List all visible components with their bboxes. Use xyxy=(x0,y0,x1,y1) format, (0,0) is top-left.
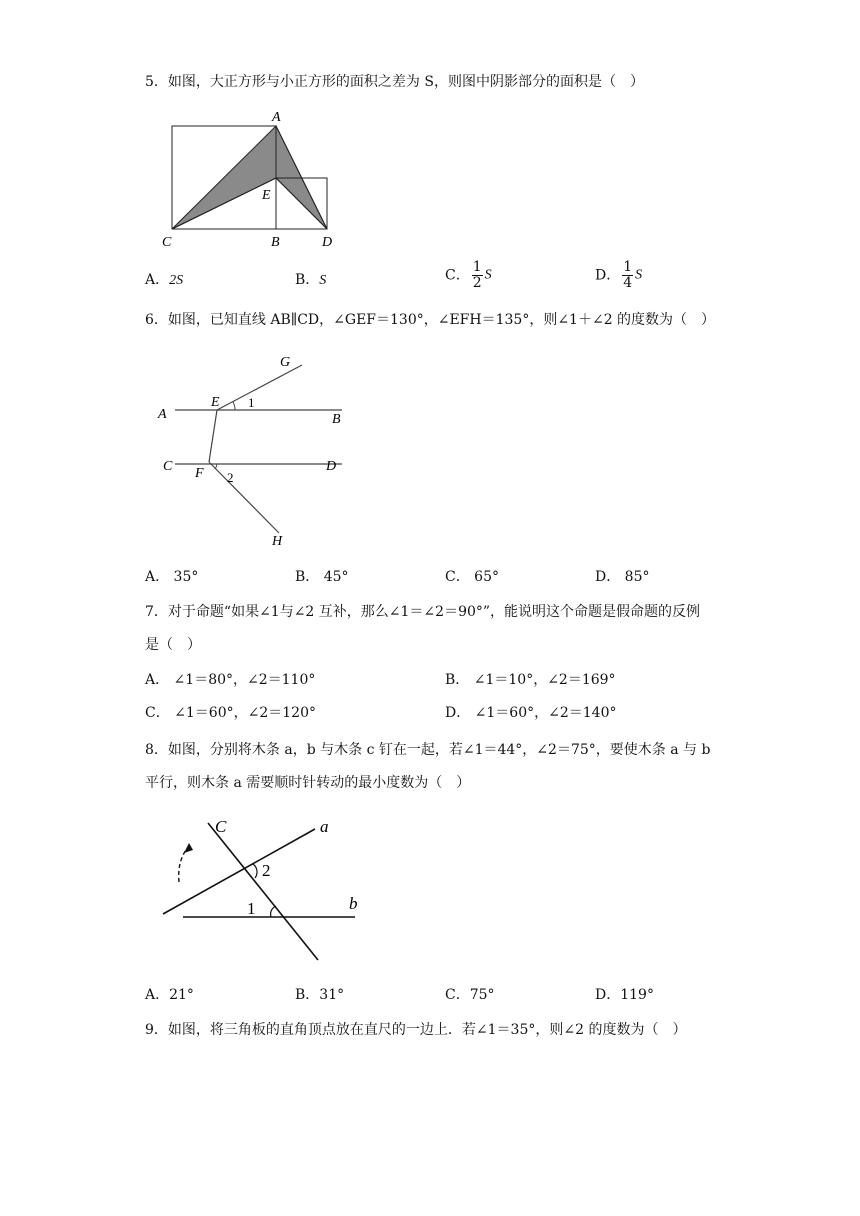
q8-text-line1: 8．如图，分别将木条 a，b 与木条 c 钉在一起，若∠1＝44°，∠2＝75°，要使木条 a 与 b xyxy=(145,742,711,758)
q6-arc-1 xyxy=(233,402,235,410)
q8-arrow-head xyxy=(184,843,193,853)
q5-label-B: B xyxy=(271,235,280,250)
q6-label-H: H xyxy=(272,534,283,549)
q6-ray-eg xyxy=(217,365,302,410)
q7-option-b: B． ∠1＝10°，∠2＝169° xyxy=(445,672,616,688)
q5-label-A: A xyxy=(272,110,281,125)
q8-option-b: B．31° xyxy=(295,987,345,1003)
q8-stick-c xyxy=(208,823,318,960)
q6-option-b: B． 45° xyxy=(295,569,349,585)
q8-label-C: C xyxy=(215,817,227,836)
q6-arc-2 xyxy=(215,464,217,469)
q9-text: 9．如图，将三角板的直角顶点放在直尺的一边上．若∠1＝35°，则∠2 的度数为（ ） xyxy=(145,1022,687,1038)
q6-label-1: 1 xyxy=(248,395,255,410)
q8-stick-a xyxy=(163,829,315,914)
q6-option-c: C． 65° xyxy=(445,569,499,585)
q6-text: 6．如图，已知直线 AB∥CD，∠GEF＝130°，∠EFH＝135°，则∠1＋∠2 的度数为（ ） xyxy=(145,312,716,328)
q6-label-A: A xyxy=(158,407,167,422)
q6-label-E: E xyxy=(211,395,220,410)
q8-option-d: D．119° xyxy=(595,987,654,1003)
q6-label-2: 2 xyxy=(227,470,234,485)
q5-option-b: B．S xyxy=(295,272,327,288)
q6-label-D: D xyxy=(326,459,337,474)
q8-option-a: A．21° xyxy=(145,987,194,1003)
q5-option-c: C． $\frac{1}{2}$ S xyxy=(445,259,492,291)
q5-option-d: D． $\frac{1}{4}$ S xyxy=(595,259,643,291)
q6-option-a: A． 35° xyxy=(145,569,199,585)
q8-option-c: C．75° xyxy=(445,987,495,1003)
q6-segment-ef xyxy=(209,410,217,462)
q8-label-a: a xyxy=(320,817,329,836)
q7-text-line2: 是（ ） xyxy=(145,637,201,653)
q6-option-d: D． 85° xyxy=(595,569,650,585)
q8-label-2: 2 xyxy=(262,861,271,880)
q5-shade-left xyxy=(172,126,276,229)
q6-label-G: G xyxy=(280,355,291,370)
q8-text-line2: 平行，则木条 a 需要顺时针转动的最小度数为（ ） xyxy=(145,775,471,791)
q6-label-F: F xyxy=(195,466,204,481)
q5-label-C: C xyxy=(162,235,172,250)
q5-option-a: A．2S xyxy=(145,272,184,288)
q8-label-1: 1 xyxy=(247,899,256,918)
q8-arc-2 xyxy=(253,864,257,878)
q5-label-D: D xyxy=(322,235,333,250)
q7-option-c: C． ∠1＝60°，∠2＝120° xyxy=(145,705,316,721)
q5-text: 5．如图，大正方形与小正方形的面积之差为 S，则图中阴影部分的面积是（ ） xyxy=(145,74,644,90)
q8-label-b: b xyxy=(349,894,358,913)
q5-label-E: E xyxy=(262,188,271,203)
q6-label-B: B xyxy=(332,412,341,427)
q5-figure xyxy=(160,105,350,250)
q6-figure xyxy=(155,350,355,550)
q6-ray-fh xyxy=(209,462,279,533)
q7-text-line1: 7．对于命题“如果∠1与∠2 互补，那么∠1＝∠2＝90°”，能说明这个命题是假命题的反例 xyxy=(145,604,701,620)
q7-option-d: D． ∠1＝60°，∠2＝140° xyxy=(445,705,617,721)
q8-figure xyxy=(155,810,375,970)
q6-label-C: C xyxy=(163,459,173,474)
q7-option-a: A． ∠1＝80°，∠2＝110° xyxy=(145,672,316,688)
